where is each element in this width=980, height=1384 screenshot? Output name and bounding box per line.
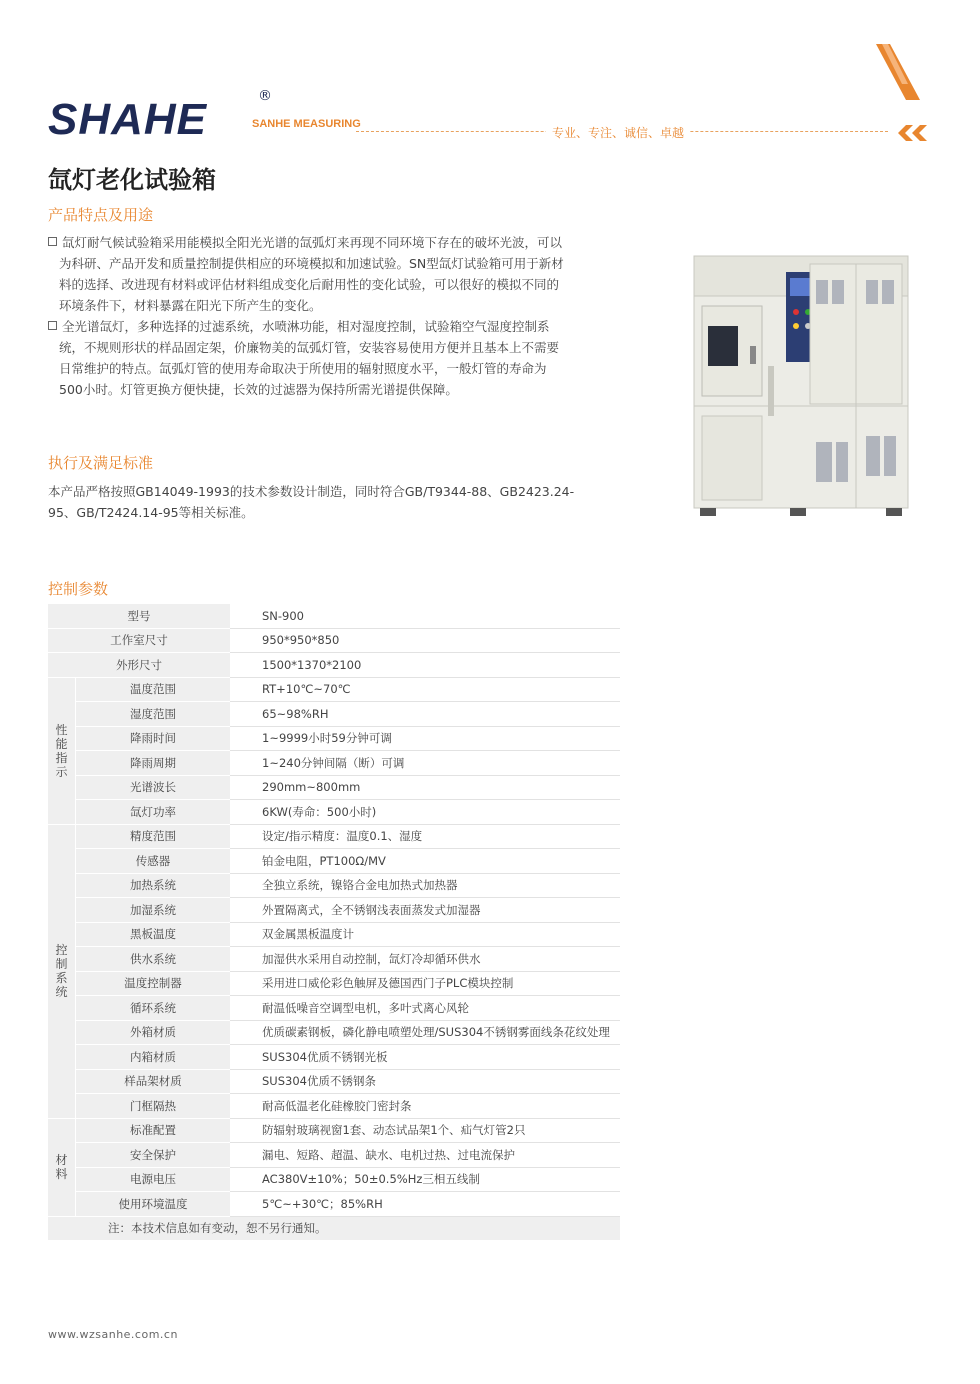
page-title: 氙灯老化试验箱 xyxy=(48,166,216,194)
table-row: 性 能 指 示 温度范围 RT+10℃~70℃ xyxy=(48,677,620,702)
table-row: 材 料 标准配置 防辐射玻璃视窗1套、动态试品架1个、疝气灯管2只 xyxy=(48,1118,620,1143)
table-row: 门框隔热 耐高低温老化硅橡胶门密封条 xyxy=(48,1094,620,1119)
params-table xyxy=(48,604,620,1241)
group-label-control: 控 制 系 统 xyxy=(48,824,76,1118)
standards-heading: 执行及满足标准 xyxy=(48,454,154,472)
feature-item: 全光谱氙灯，多种选择的过滤系统，水喷淋功能，相对湿度控制，试验箱空气湿度控制系 统，不规则形状的样品固定架，价廉物美的氙弧灯管，安装容易使用方便并且基本上不需要 日常维护的特点。氙弧灯管的使用寿命取决于所使用的辐射照度水平，一般灯管的寿命为 500小时。灯管更换方便快捷，长效的过滤器为保持所需光谱提供保障。 xyxy=(48,316,648,400)
table-row: 加热系统 全独立系统，镍铬合金电加热式加热器 xyxy=(48,873,620,898)
square-bullet-icon xyxy=(48,237,57,246)
table-row: 温度控制器 采用进口威伦彩色触屏及德国西门子PLC模块控制 xyxy=(48,971,620,996)
table-row: 循环系统 耐温低噪音空调型电机，多叶式离心风轮 xyxy=(48,996,620,1021)
table-row: 光谱波长 290mm~800mm xyxy=(48,775,620,800)
features-heading: 产品特点及用途 xyxy=(48,206,154,224)
table-row: 加湿系统 外置隔离式，全不锈钢浅表面蒸发式加湿器 xyxy=(48,898,620,923)
table-row: 安全保护 漏电、短路、超温、缺水、电机过热、过电流保护 xyxy=(48,1143,620,1168)
footer-website: www.wzsanhe.com.cn xyxy=(48,1328,178,1341)
group-label-material: 材 料 xyxy=(48,1118,76,1216)
sub-brand: SANHE MEASURING xyxy=(252,118,361,130)
table-row: 样品架材质 SUS304优质不锈钢条 xyxy=(48,1069,620,1094)
registered-mark: ® xyxy=(258,88,272,104)
table-row: 使用环境温度 5℃~+30℃；85%RH xyxy=(48,1192,620,1217)
group-label-performance: 性 能 指 示 xyxy=(48,677,76,824)
table-row: 氙灯功率 6KW(寿命：500小时) xyxy=(48,800,620,825)
slogan: 专业、专注、诚信、卓越 xyxy=(546,124,690,141)
table-row: 黑板温度 双金属黑板温度计 xyxy=(48,922,620,947)
table-row: 外形尺寸 1500*1370*2100 xyxy=(48,653,620,678)
table-row: 降雨周期 1~240分钟间隔（断）可调 xyxy=(48,751,620,776)
corner-stripe-decoration xyxy=(872,44,924,104)
feature-item: 氙灯耐气候试验箱采用能模拟全阳光光谱的氙弧灯来再现不同环境下存在的破坏光波，可以 为科研、产品开发和质量控制提供相应的环境模拟和加速试验。SN型氙灯试验箱可用于新材 料的选择、改进现有材料或评估材料组成变化后耐用性的变化试验，可以很好的模拟不同的 环境条件下，材料暴露在阳光下所产生的变化。 xyxy=(48,232,648,316)
table-row: 降雨时间 1~9999小时59分钟可调 xyxy=(48,726,620,751)
table-row: 控 制 系 统 精度范围 设定/指示精度：温度0.1、湿度 xyxy=(48,824,620,849)
table-row: 传感器 铂金电阻，PT100Ω/MV xyxy=(48,849,620,874)
table-row: 外箱材质 优质碳素钢板，磷化静电喷塑处理/SUS304不锈钢雾面线条花纹处理 xyxy=(48,1020,620,1045)
params-heading: 控制参数 xyxy=(48,580,109,598)
table-row: 电源电压 AC380V±10%；50±0.5%Hz三相五线制 xyxy=(48,1167,620,1192)
table-row: 型号 SN-900 xyxy=(48,604,620,628)
table-row: 湿度范围 65~98%RH xyxy=(48,702,620,727)
double-chevron-left-icon xyxy=(894,123,934,143)
table-row: 工作室尺寸 950*950*850 xyxy=(48,628,620,653)
table-row: 内箱材质 SUS304优质不锈钢光板 xyxy=(48,1045,620,1070)
xenon-test-chamber-image xyxy=(690,246,912,528)
square-bullet-icon xyxy=(48,321,57,330)
table-note-row: 注：本技术信息如有变动，恕不另行通知。 xyxy=(48,1216,620,1241)
standards-text: 本产品严格按照GB14049-1993的技术参数设计制造，同时符合GB/T9344-88、GB2423.24- 95、GB/T2424.14-95等相关标准。 xyxy=(48,484,575,520)
table-row: 供水系统 加湿供水采用自动控制，氙灯冷却循环供水 xyxy=(48,947,620,972)
features-list xyxy=(48,232,648,400)
brand-logo: SHAHE xyxy=(48,95,208,144)
